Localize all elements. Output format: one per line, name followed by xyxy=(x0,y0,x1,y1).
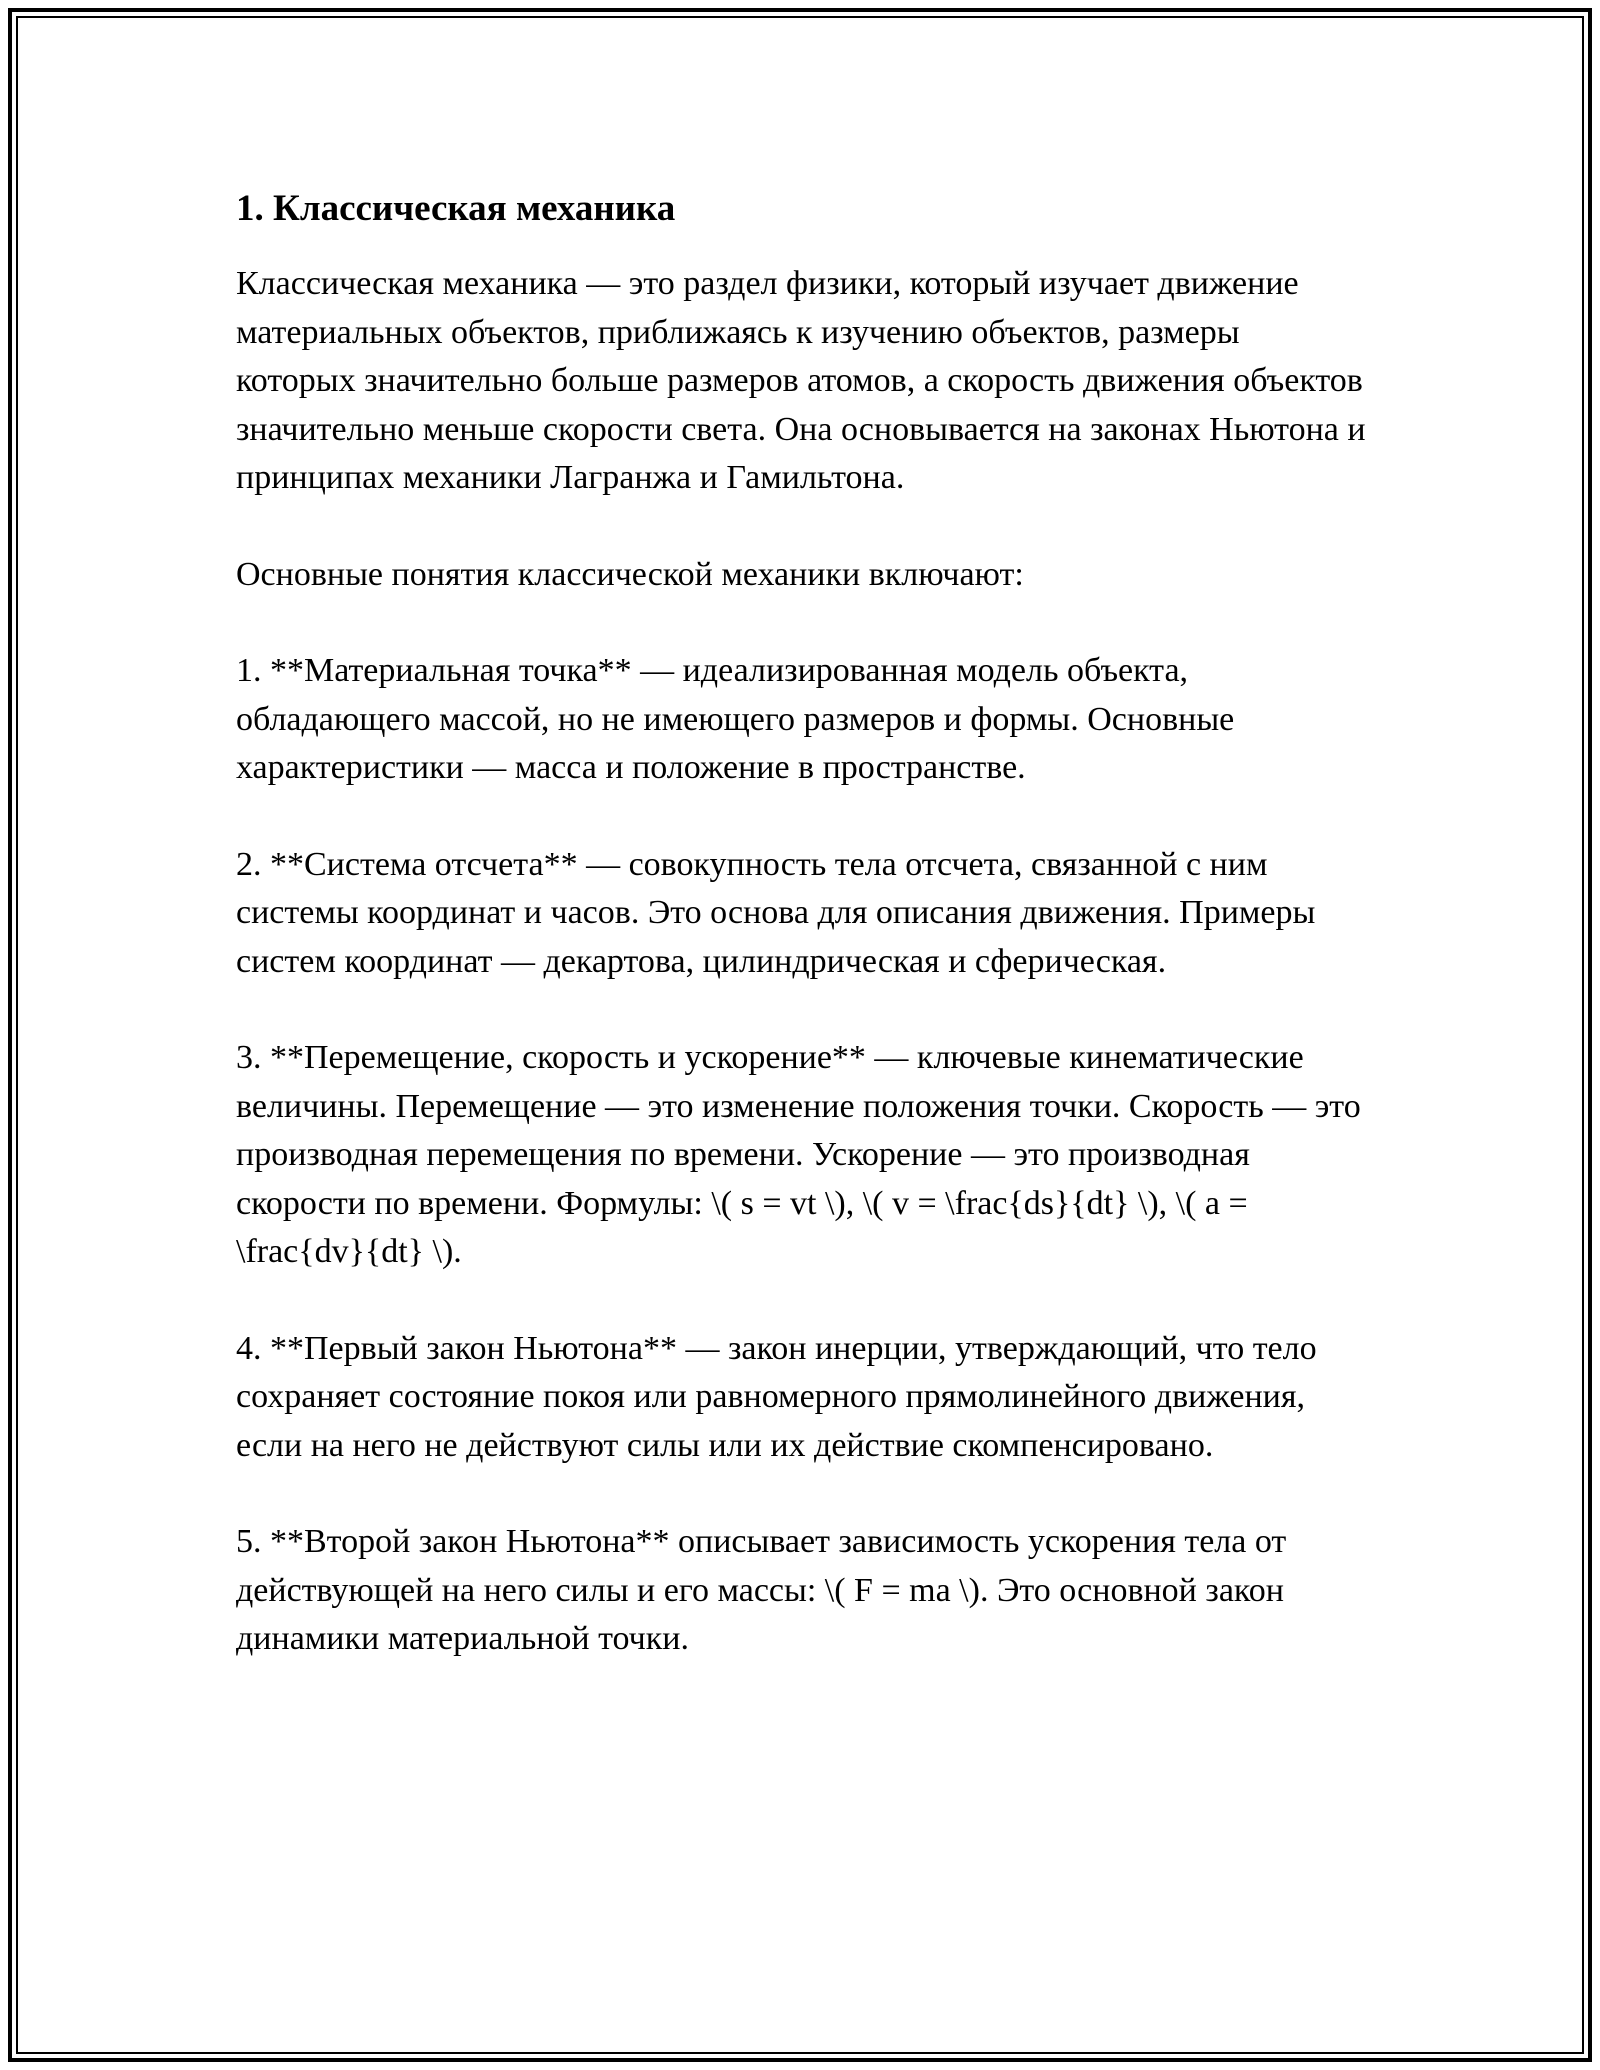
concepts-intro-paragraph: Основные понятия классической механики включают: xyxy=(236,555,1024,593)
list-item-newton-first-law: 4. **Первый закон Ньютона** — закон инерции, утверждающий, что тело сохраняет состояние покоя или равномерного прямолинейного движения, если на него не действуют силы или их действие скомпенсировано. xyxy=(236,1329,1317,1464)
intro-paragraph: Классическая механика — это раздел физики, который изучает движение материальных объектов, приближаясь к изучению объектов, размеры которых значительно больше размеров атомов, а скорость движения объектов значительно меньше скорости света. Она основывается на законах Ньютона и принципах механики Лагранжа и Гамильтона. xyxy=(236,265,1366,496)
list-item-kinematics: 3. **Перемещение, скорость и ускорение** — ключевые кинематические величины. Перемещение — это изменение положения точки. Скорость — это производная перемещения по времени. Ускорение — это производная скорости по времени. Формулы: \( s = vt \), \( v = \frac{ds}{dt} \), \( a = \frac{dv}{dt} \). xyxy=(236,1039,1361,1270)
document-body xyxy=(236,186,1366,1712)
list-item-newton-second-law: 5. **Второй закон Ньютона** описывает зависимость ускорения тела от действующей на него силы и его массы: \( F = ma \). Это основной закон динамики материальной точки. xyxy=(236,1523,1287,1657)
list-item-reference-frame: 2. **Система отсчета** — совокупность тела отсчета, связанной с ним системы координат и часов. Это основа для описания движения. Примеры систем координат — декартова, цилиндрическая и сферическая. xyxy=(236,845,1316,980)
section-heading: 1. Классическая механика xyxy=(236,188,676,229)
list-item-material-point: 1. **Материальная точка** — идеализированная модель объекта, обладающего массой, но не имеющего размеров и формы. Основные характеристики — масса и положение в пространстве. xyxy=(236,652,1235,786)
